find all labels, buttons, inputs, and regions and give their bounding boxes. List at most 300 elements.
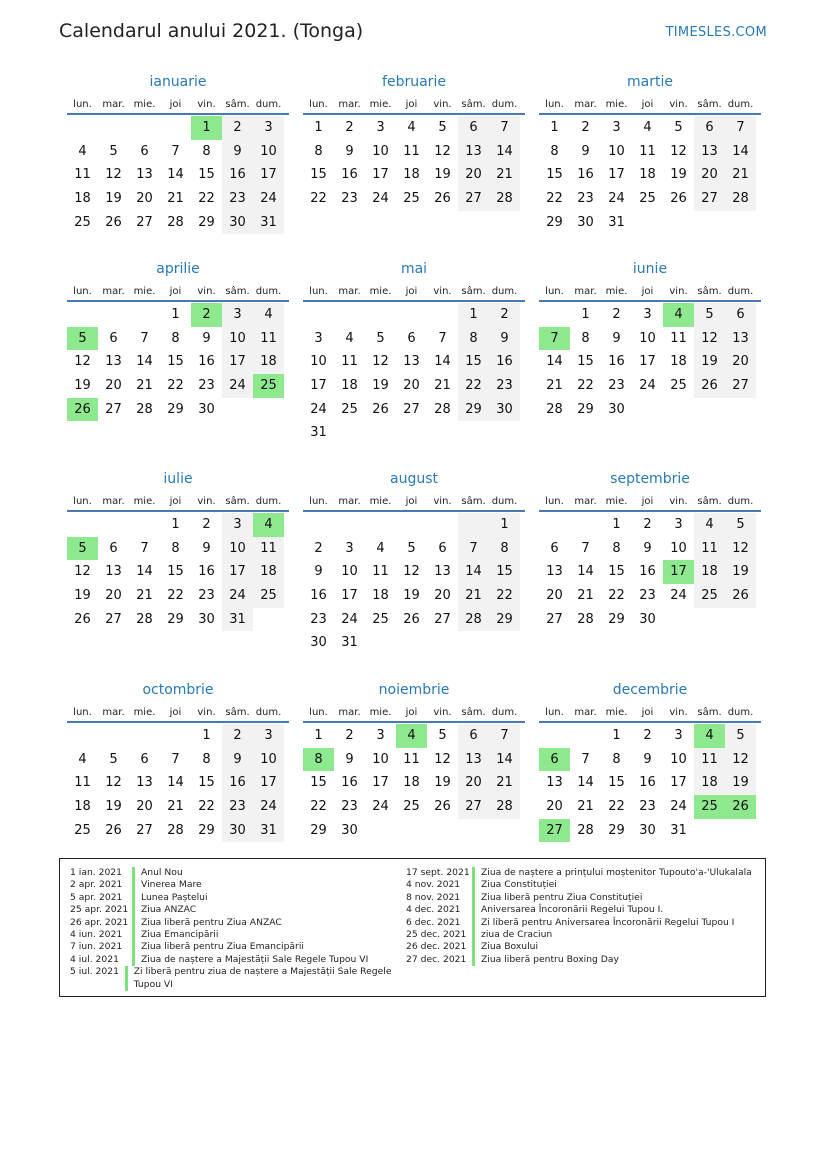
holiday-marker [132, 917, 135, 929]
weekday-label: joi [169, 707, 182, 718]
day-cell: 6 [109, 540, 118, 556]
day-cell: 28 [458, 608, 489, 632]
holiday-date: 8 nov. 2021 [406, 891, 461, 903]
holiday-marker [125, 966, 128, 991]
day-cell: 28 [489, 187, 520, 211]
day-cell: 1 [314, 120, 323, 135]
day-cell: 26 [725, 584, 756, 608]
day-cell: 7 [581, 751, 590, 767]
day-cell: 14 [577, 775, 594, 791]
day-cell: 16 [341, 167, 358, 183]
day-cell: 12 [105, 775, 122, 791]
day-cell: 6 [458, 724, 489, 748]
empty-cell [663, 398, 694, 422]
weekday-label: sâm. [225, 707, 250, 718]
empty-cell [694, 608, 725, 632]
week-row [67, 116, 289, 140]
month-noiembrie [303, 681, 525, 842]
weekday-label: dum. [727, 496, 754, 507]
weekday-label: mar. [338, 99, 361, 110]
day-cell: 6 [438, 540, 447, 556]
week-row [539, 374, 761, 398]
day-cell: 13 [136, 775, 153, 791]
day-cell: 30 [341, 822, 358, 838]
day-cell: 21 [136, 378, 153, 394]
week-row [303, 421, 525, 445]
day-cell: 27 [105, 401, 122, 417]
day-cell: 15 [489, 560, 520, 584]
weekday-label: dum. [491, 286, 518, 297]
day-cell: 5 [407, 540, 416, 556]
weekday-label: joi [169, 99, 182, 110]
day-cell: 4 [643, 120, 652, 135]
legend-row [406, 929, 761, 941]
day-cell: 14 [458, 560, 489, 584]
day-cell: 19 [74, 378, 91, 394]
day-cell: 27 [403, 401, 420, 417]
day-cell: 10 [253, 748, 284, 772]
weekday-label: dum. [727, 99, 754, 110]
month-name: iulie [163, 471, 193, 487]
month-mai [303, 260, 525, 445]
day-cell: 21 [167, 191, 184, 207]
empty-cell [694, 819, 725, 843]
empty-cell [427, 303, 458, 327]
day-cell: 5 [109, 751, 118, 767]
day-cell: 10 [222, 327, 253, 351]
weekday-label: joi [641, 286, 654, 297]
day-cell: 16 [198, 354, 215, 370]
day-cell: 24 [608, 191, 625, 207]
empty-cell [725, 608, 756, 632]
weekday-label: dum. [491, 707, 518, 718]
empty-cell [570, 724, 601, 748]
holiday-day-cell: 27 [539, 819, 570, 843]
weekday-label: mar. [574, 707, 597, 718]
weekday-header-row [303, 283, 525, 302]
empty-cell [725, 819, 756, 843]
day-cell: 24 [222, 584, 253, 608]
day-cell: 21 [489, 163, 520, 187]
week-row [67, 398, 289, 422]
day-cell: 2 [314, 540, 323, 556]
day-cell: 14 [489, 140, 520, 164]
day-cell: 1 [171, 517, 180, 532]
empty-cell [334, 303, 365, 327]
day-cell: 23 [577, 191, 594, 207]
day-cell: 28 [725, 187, 756, 211]
empty-cell [663, 211, 694, 235]
day-cell: 22 [608, 588, 625, 604]
empty-cell [539, 513, 570, 537]
day-cell: 16 [222, 771, 253, 795]
holiday-marker [132, 879, 135, 891]
day-cell: 5 [109, 143, 118, 159]
day-cell: 18 [74, 799, 91, 815]
holiday-name: Lunea Paștelui [141, 891, 208, 903]
holiday-date: 5 apr. 2021 [70, 891, 123, 903]
day-cell: 25 [341, 401, 358, 417]
day-cell: 6 [109, 330, 118, 346]
day-cell: 27 [546, 611, 563, 627]
day-cell: 5 [438, 120, 447, 135]
day-cell: 3 [222, 513, 253, 537]
day-cell: 12 [725, 748, 756, 772]
day-cell: 9 [643, 751, 652, 767]
week-row [67, 187, 289, 211]
day-cell: 1 [550, 120, 559, 135]
day-cell: 4 [407, 120, 416, 135]
day-cell: 31 [253, 211, 284, 235]
weekday-label: vin. [669, 99, 688, 110]
brand-link[interactable]: TIMESLES.COM [665, 25, 767, 40]
holiday-day-cell: 26 [67, 398, 98, 422]
day-cell: 9 [345, 143, 354, 159]
empty-cell [663, 608, 694, 632]
day-cell: 30 [577, 214, 594, 230]
week-row [539, 398, 761, 422]
empty-cell [458, 421, 489, 445]
month-name: noiembrie [378, 682, 450, 698]
holiday-marker [132, 904, 135, 916]
day-cell: 2 [202, 517, 211, 532]
empty-cell [129, 116, 160, 140]
holiday-date: 26 dec. 2021 [406, 941, 467, 953]
week-row [539, 116, 761, 140]
weekday-label: mie. [369, 707, 392, 718]
holiday-name: Zi liberă pentru Aniversarea Încoronării Regelui Tupou I [481, 916, 735, 928]
week-row [303, 398, 525, 422]
day-cell: 25 [372, 611, 389, 627]
day-cell: 12 [105, 167, 122, 183]
month-februarie [303, 73, 525, 211]
day-cell: 19 [74, 588, 91, 604]
weekday-label: joi [169, 496, 182, 507]
week-row [539, 303, 761, 327]
weekday-label: mar. [338, 496, 361, 507]
day-cell: 21 [725, 163, 756, 187]
week-row [539, 211, 761, 235]
day-cell: 1 [612, 728, 621, 743]
week-row [539, 327, 761, 351]
day-cell: 15 [608, 564, 625, 580]
day-cell: 4 [78, 143, 87, 159]
day-cell: 7 [171, 143, 180, 159]
weekday-header-row [67, 704, 289, 723]
legend-row [70, 879, 400, 891]
empty-cell [632, 211, 663, 235]
day-cell: 21 [136, 588, 153, 604]
day-cell: 30 [489, 398, 520, 422]
holiday-name: Ziua de naștere a Majestății Sale Regele Tupou VI [141, 953, 369, 965]
holiday-marker [472, 917, 475, 929]
week-row [303, 374, 525, 398]
day-cell: 13 [458, 140, 489, 164]
weekday-label: lun. [309, 99, 328, 110]
day-cell: 11 [403, 751, 420, 767]
day-cell: 2 [345, 120, 354, 135]
month-name: februarie [382, 74, 446, 90]
day-cell: 9 [222, 748, 253, 772]
weekday-label: vin. [197, 286, 216, 297]
month-octombrie [67, 681, 289, 842]
day-cell: 23 [639, 588, 656, 604]
day-cell: 24 [253, 187, 284, 211]
day-cell: 1 [202, 728, 211, 743]
week-row [539, 187, 761, 211]
day-cell: 2 [222, 116, 253, 140]
empty-cell [539, 724, 570, 748]
day-cell: 16 [489, 350, 520, 374]
day-cell: 18 [694, 771, 725, 795]
day-cell: 11 [341, 354, 358, 370]
week-row [67, 819, 289, 843]
weekday-label: mar. [338, 286, 361, 297]
week-row [303, 584, 525, 608]
day-cell: 11 [253, 537, 284, 561]
day-cell: 28 [136, 611, 153, 627]
week-row [539, 724, 761, 748]
day-cell: 8 [171, 330, 180, 346]
weekday-label: sâm. [697, 707, 722, 718]
week-row [303, 537, 525, 561]
holiday-name: Ziua de naștere a prințului moștenitor Tupouto'a-'Ulukalala [481, 867, 752, 878]
week-row [539, 513, 761, 537]
empty-cell [365, 631, 396, 655]
weekday-label: dum. [255, 496, 282, 507]
week-row [67, 303, 289, 327]
legend-row [70, 929, 400, 941]
day-cell: 27 [136, 214, 153, 230]
weekday-label: dum. [727, 707, 754, 718]
day-cell: 8 [202, 143, 211, 159]
day-cell: 12 [434, 143, 451, 159]
weekday-label: lun. [309, 286, 328, 297]
day-cell: 1 [314, 728, 323, 743]
day-cell: 23 [341, 191, 358, 207]
empty-cell [365, 421, 396, 445]
day-cell: 18 [372, 588, 389, 604]
empty-cell [489, 421, 520, 445]
week-row [539, 584, 761, 608]
day-cell: 17 [222, 350, 253, 374]
day-cell: 28 [136, 401, 153, 417]
month-name: decembrie [612, 682, 688, 698]
holiday-day-cell: 2 [191, 303, 222, 327]
empty-cell [334, 513, 365, 537]
day-cell: 13 [546, 775, 563, 791]
week-row [67, 374, 289, 398]
day-cell: 9 [202, 540, 211, 556]
legend-row [406, 954, 761, 966]
day-cell: 24 [372, 799, 389, 815]
holiday-day-cell: 17 [663, 560, 694, 584]
day-cell: 27 [136, 822, 153, 838]
day-cell: 15 [608, 775, 625, 791]
weekday-label: mie. [605, 99, 628, 110]
empty-cell [129, 513, 160, 537]
day-cell: 2 [489, 303, 520, 327]
empty-cell [458, 631, 489, 655]
day-cell: 2 [345, 728, 354, 743]
empty-cell [98, 116, 129, 140]
holiday-day-cell: 4 [694, 724, 725, 748]
week-row [539, 163, 761, 187]
weekday-label: mie. [369, 496, 392, 507]
day-cell: 19 [105, 799, 122, 815]
holiday-marker [472, 867, 475, 879]
day-cell: 27 [458, 187, 489, 211]
day-cell: 16 [310, 588, 327, 604]
weekday-header-row [539, 283, 761, 302]
weekday-label: lun. [545, 707, 564, 718]
week-row [303, 187, 525, 211]
holiday-marker [132, 954, 135, 966]
day-cell: 12 [434, 751, 451, 767]
week-row [303, 771, 525, 795]
weekday-label: lun. [545, 286, 564, 297]
day-cell: 1 [171, 307, 180, 322]
holiday-day-cell: 4 [396, 724, 427, 748]
legend-row [406, 941, 761, 953]
holiday-date: 4 dec. 2021 [406, 904, 461, 916]
day-cell: 10 [253, 140, 284, 164]
day-cell: 31 [608, 214, 625, 230]
day-cell: 26 [74, 611, 91, 627]
day-cell: 22 [546, 191, 563, 207]
week-row [539, 819, 761, 843]
day-cell: 25 [253, 584, 284, 608]
day-cell: 22 [489, 584, 520, 608]
day-cell: 5 [725, 724, 756, 748]
weekday-label: vin. [197, 496, 216, 507]
weekday-label: mar. [338, 707, 361, 718]
day-cell: 31 [253, 819, 284, 843]
weekday-label: vin. [669, 707, 688, 718]
day-cell: 13 [403, 354, 420, 370]
day-cell: 12 [694, 327, 725, 351]
day-cell: 29 [198, 822, 215, 838]
week-row [303, 350, 525, 374]
weekday-label: joi [641, 99, 654, 110]
month-name: mai [400, 261, 428, 277]
empty-cell [98, 513, 129, 537]
day-cell: 6 [725, 303, 756, 327]
day-cell: 16 [198, 564, 215, 580]
weekday-label: mie. [133, 496, 156, 507]
day-cell: 26 [694, 374, 725, 398]
day-cell: 14 [136, 564, 153, 580]
holiday-date: 4 iul. 2021 [70, 953, 119, 965]
empty-cell [694, 398, 725, 422]
day-cell: 11 [74, 775, 91, 791]
holiday-day-cell: 5 [67, 537, 98, 561]
day-cell: 8 [458, 327, 489, 351]
weekday-label: lun. [73, 286, 92, 297]
day-cell: 3 [314, 330, 323, 346]
day-cell: 21 [434, 378, 451, 394]
day-cell: 23 [222, 795, 253, 819]
day-cell: 6 [140, 751, 149, 767]
legend-row [70, 892, 400, 904]
week-row [303, 724, 525, 748]
day-cell: 17 [310, 378, 327, 394]
weekday-label: vin. [669, 286, 688, 297]
weekday-label: sâm. [461, 99, 486, 110]
month-name: septembrie [610, 471, 690, 487]
legend-row [70, 917, 400, 929]
day-cell: 20 [403, 378, 420, 394]
day-cell: 1 [489, 513, 520, 537]
day-cell: 11 [403, 143, 420, 159]
weekday-label: lun. [73, 99, 92, 110]
weekday-label: sâm. [461, 496, 486, 507]
week-row [67, 560, 289, 584]
weekday-label: mar. [574, 496, 597, 507]
empty-cell [427, 421, 458, 445]
day-cell: 30 [198, 611, 215, 627]
empty-cell [365, 513, 396, 537]
day-cell: 3 [612, 120, 621, 135]
day-cell: 22 [198, 799, 215, 815]
day-cell: 1 [612, 517, 621, 532]
holiday-name: Aniversarea Încoronării Regelui Tupou I. [481, 904, 664, 916]
day-cell: 15 [577, 354, 594, 370]
holiday-date: 2 apr. 2021 [70, 879, 123, 891]
day-cell: 16 [639, 775, 656, 791]
day-cell: 24 [310, 401, 327, 417]
day-cell: 17 [253, 163, 284, 187]
legend-row [406, 867, 761, 879]
day-cell: 11 [670, 330, 687, 346]
day-cell: 5 [438, 728, 447, 743]
day-cell: 7 [489, 724, 520, 748]
day-cell: 11 [74, 167, 91, 183]
day-cell: 20 [105, 378, 122, 394]
holiday-marker [132, 892, 135, 904]
day-cell: 22 [310, 191, 327, 207]
day-cell: 9 [222, 140, 253, 164]
day-cell: 10 [372, 143, 389, 159]
weekday-label: dum. [727, 286, 754, 297]
empty-cell [67, 513, 98, 537]
day-cell: 29 [489, 608, 520, 632]
day-cell: 25 [403, 191, 420, 207]
holiday-name: ziua de Craciun [481, 929, 553, 941]
day-cell: 6 [550, 540, 559, 556]
weekday-label: mie. [369, 286, 392, 297]
legend-row [70, 941, 400, 953]
week-row [539, 795, 761, 819]
holiday-day-cell: 25 [694, 795, 725, 819]
day-cell: 18 [639, 167, 656, 183]
day-cell: 11 [639, 143, 656, 159]
week-row [303, 116, 525, 140]
day-cell: 25 [74, 822, 91, 838]
week-row [303, 608, 525, 632]
day-cell: 28 [577, 611, 594, 627]
legend-column-right [406, 867, 761, 966]
empty-cell [365, 303, 396, 327]
week-row [303, 819, 525, 843]
day-cell: 9 [643, 540, 652, 556]
weekday-header-row [539, 704, 761, 723]
week-row [67, 724, 289, 748]
day-cell: 13 [694, 140, 725, 164]
legend-row [70, 966, 400, 991]
day-cell: 22 [458, 374, 489, 398]
day-cell: 23 [608, 378, 625, 394]
